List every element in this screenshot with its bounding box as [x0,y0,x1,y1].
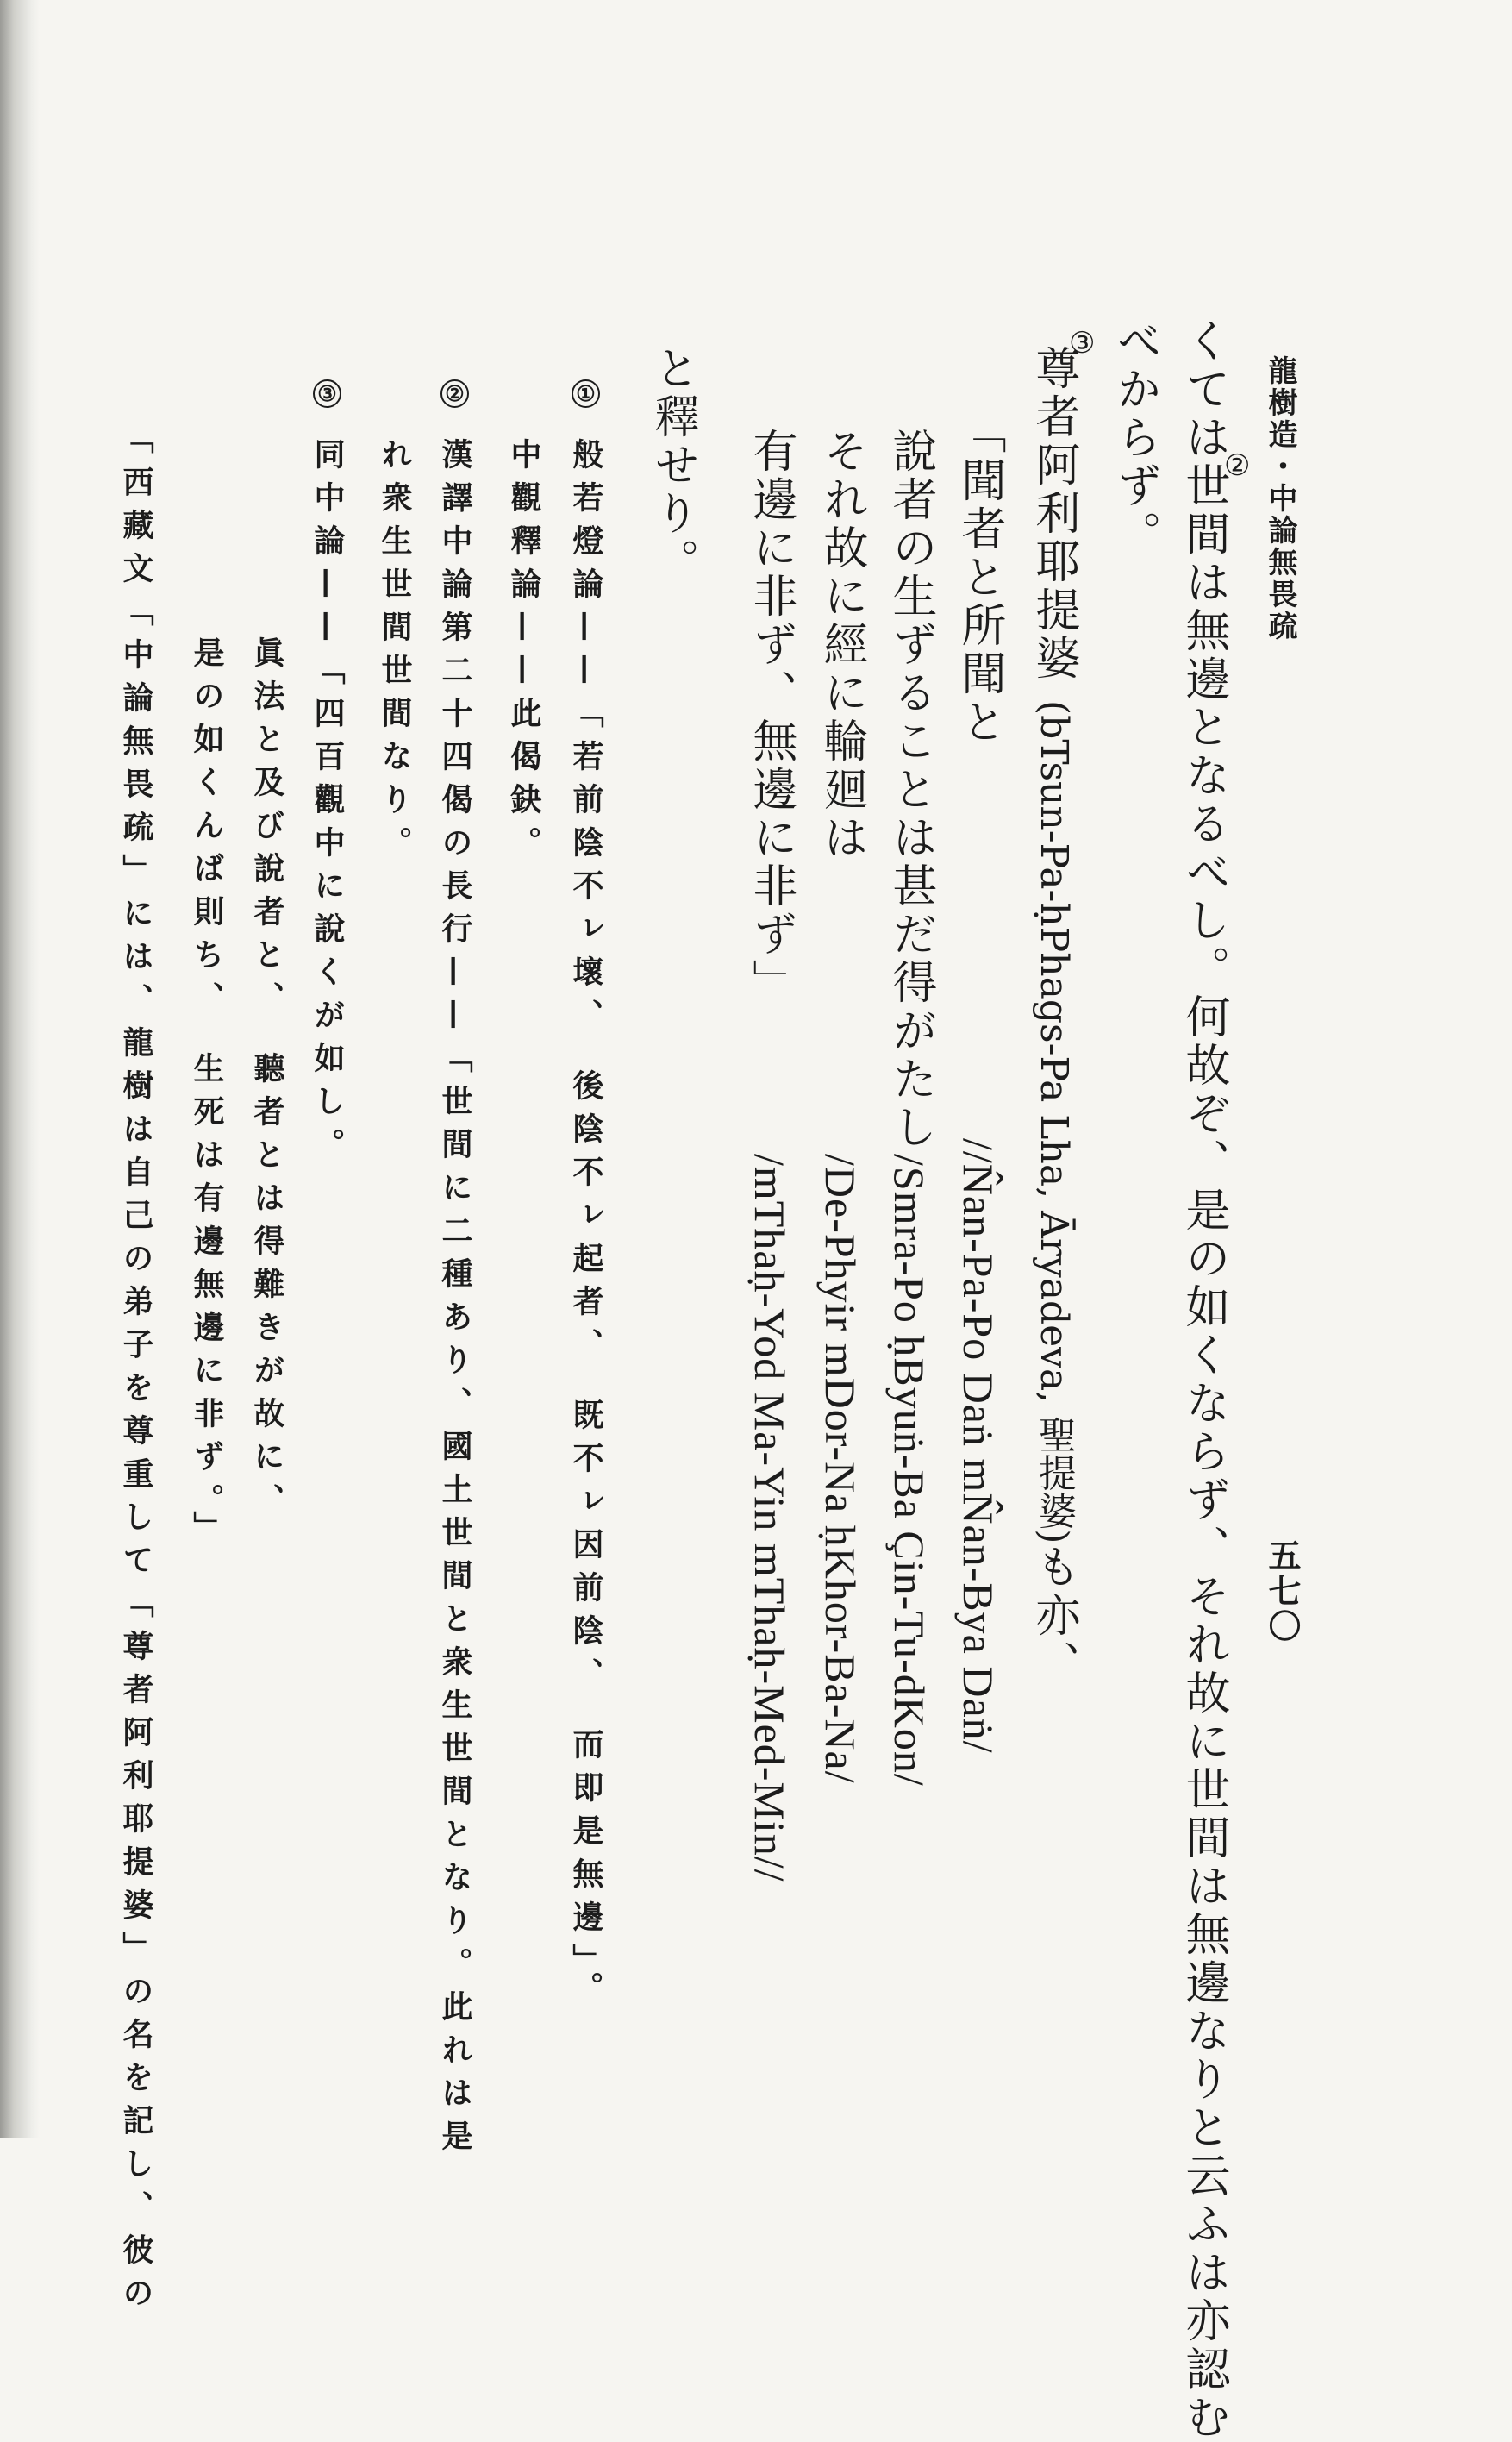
footnote-1-line-2: 中觀釋論——此偈鈌。 [506,438,542,869]
footnote-ref-2: ② [1224,448,1251,483]
honorific-name: 尊者阿利耶提婆 [1028,345,1079,683]
footnote-1-line-1: 般若燈論——「若前陰不ㇾ壞、 後陰不ㇾ起者、 既不ㇾ因前陰、 而即是無邊」。 [568,438,604,2014]
footnote-2-mark: ② [442,381,468,418]
footnote-1-mark: ① [573,381,599,418]
footnote-3-mark: ③ [315,381,341,418]
main-column-1: くては世間は無邊となるべし。何故ぞ、是の如くならず、それ故に世間は無邊なりと云ふは亦認む [1178,317,1229,2442]
main-column-2: べからず。 [1109,317,1160,559]
tibetan-gloss: (bTsun-Pa-ḥPhags-Pa Lha, Āryadeva, 聖提婆) [1032,700,1076,1544]
verse-jp-4: 有邊に非ず、無邊に非ず」 [745,428,797,1007]
footnote-2-line-2: れ衆生世間世間なり。 [377,438,413,869]
footnote-2-marker [440,379,471,418]
footnote-1-marker [571,379,602,418]
verse-tib-2: /Smra-Po ḥByuṅ-Ba Çin-Tu-dKon/ [885,1154,934,1787]
col3-tail: も亦、 [1028,1543,1079,1689]
running-title: 龍樹造・中論無畏疏 [1263,355,1297,642]
footnote-2-line-1: 漢譯中論第二十四偈の長行——「世間に二種あり、國土世間と衆生世間となり。此れは是 [437,438,473,2163]
final-line: 「西藏文「中論無畏疏」には、龍樹は自己の弟子を尊重して「尊者阿利耶提婆」の名を記し、彼の [118,423,154,2320]
footnote-3-marker [312,379,343,418]
verse-jp-3: それ故に經に輪廻は [815,428,867,862]
verse-tib-3: /De-Phyir mDor-Na ḥKhor-Ba-Na/ [816,1154,865,1784]
verse-jp-2: 說者の生ずることは甚だ得がたし [884,428,936,1152]
page-number: 五七〇 [1263,1538,1302,1644]
conclusion-line: と釋せり。 [647,345,698,586]
verse-tib-1: //N̂an-Pa-Po Daṅ mN̂an-Bya Daṅ/ [954,1138,1003,1754]
verse-tib-4: /mThaḥ-Yod Ma-Yin mThaḥ-Med-Min// [746,1154,794,1882]
footnote-3-line-2: 眞法と及び說者と、 聽者とは得難きが故に、 [249,636,285,1526]
page-edge-shadow [0,0,40,2138]
footnote-3-line-1: 同中論——「四百觀中に說くが如し。 [309,438,346,1171]
footnote-ref-3: ③ [1069,326,1096,360]
main-column-3 [1028,345,1079,1689]
verse-jp-1: 「聞者と所聞と [953,409,1005,747]
footnote-3-line-3: 是の如くんば則ち、 生死は有邊無邊に非ず。」 [189,636,225,1554]
